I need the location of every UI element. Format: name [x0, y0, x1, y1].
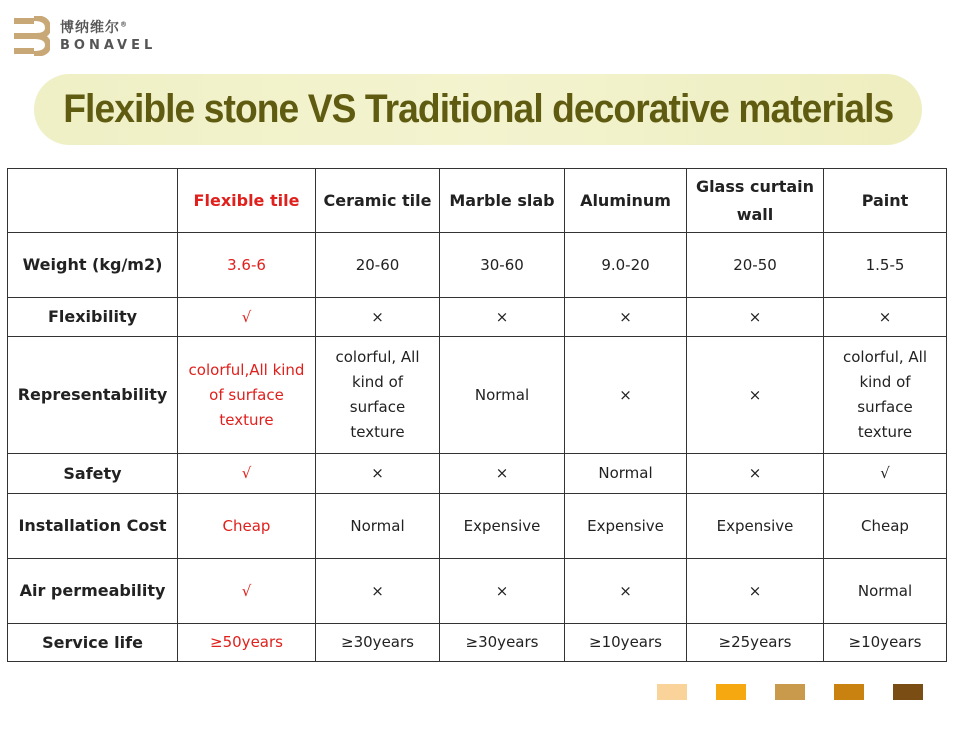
- cell-marble-slab: ≥30years: [440, 624, 565, 662]
- header-marble-slab: Marble slab: [440, 169, 565, 233]
- cell-aluminum: 9.0-20: [565, 233, 687, 298]
- row-label: Representability: [8, 337, 178, 454]
- cell-aluminum: ×: [565, 298, 687, 337]
- page-title: Flexible stone VS Traditional decorative materials: [62, 87, 894, 131]
- cell-paint: ≥10years: [824, 624, 947, 662]
- cell-ceramic-tile: colorful, All kind of surface texture: [316, 337, 440, 454]
- header-glass-curtain-wall: Glass curtain wall: [687, 169, 824, 233]
- row-label: Weight (kg/m2): [8, 233, 178, 298]
- table-row-service-life: [8, 624, 947, 662]
- cell-marble-slab: Normal: [440, 337, 565, 454]
- cell-aluminum: ≥10years: [565, 624, 687, 662]
- cell-marble-slab: ×: [440, 298, 565, 337]
- color-swatch: [834, 684, 864, 700]
- cell-paint: 1.5-5: [824, 233, 947, 298]
- registered-mark: ®: [120, 19, 128, 28]
- row-label: Service life: [8, 624, 178, 662]
- color-swatch: [657, 684, 687, 700]
- header-paint: Paint: [824, 169, 947, 233]
- cell-ceramic-tile: ×: [316, 454, 440, 494]
- cell-flexible-tile: √: [178, 454, 316, 494]
- cell-marble-slab: Expensive: [440, 494, 565, 559]
- cell-glass-curtain-wall: Expensive: [687, 494, 824, 559]
- cell-marble-slab: ×: [440, 454, 565, 494]
- header-cell-empty: [8, 169, 178, 233]
- comparison-table: [7, 168, 947, 662]
- table-row-safety: [8, 454, 947, 494]
- cell-glass-curtain-wall: ×: [687, 337, 824, 454]
- bonavel-logo-icon: [14, 16, 50, 56]
- cell-paint: colorful, All kind of surface texture: [824, 337, 947, 454]
- cell-paint: ×: [824, 298, 947, 337]
- cell-flexible-tile: 3.6-6: [178, 233, 316, 298]
- table-row-representability: [8, 337, 947, 454]
- cell-paint: Cheap: [824, 494, 947, 559]
- color-swatch: [716, 684, 746, 700]
- cell-flexible-tile: ≥50years: [178, 624, 316, 662]
- table-row-installation-cost: [8, 494, 947, 559]
- cell-ceramic-tile: ≥30years: [316, 624, 440, 662]
- cell-ceramic-tile: ×: [316, 298, 440, 337]
- header-ceramic-tile: Ceramic tile: [316, 169, 440, 233]
- logo-english-name: BONAVEL: [60, 37, 157, 53]
- color-swatch: [893, 684, 923, 700]
- cell-aluminum: Expensive: [565, 494, 687, 559]
- title-banner: [34, 74, 922, 145]
- cell-glass-curtain-wall: ≥25years: [687, 624, 824, 662]
- cell-flexible-tile: √: [178, 298, 316, 337]
- row-label: Installation Cost: [8, 494, 178, 559]
- table-header-row: [8, 169, 947, 233]
- cell-glass-curtain-wall: ×: [687, 298, 824, 337]
- logo-chinese-name: 博纳维尔: [60, 19, 120, 36]
- cell-paint: Normal: [824, 559, 947, 624]
- cell-glass-curtain-wall: 20-50: [687, 233, 824, 298]
- cell-glass-curtain-wall: ×: [687, 559, 824, 624]
- cell-ceramic-tile: 20-60: [316, 233, 440, 298]
- row-label: Flexibility: [8, 298, 178, 337]
- cell-ceramic-tile: Normal: [316, 494, 440, 559]
- cell-paint: √: [824, 454, 947, 494]
- brand-logo: [14, 16, 156, 56]
- header-aluminum: Aluminum: [565, 169, 687, 233]
- row-label: Safety: [8, 454, 178, 494]
- table-row-weight: [8, 233, 947, 298]
- table-row-flexibility: [8, 298, 947, 337]
- cell-marble-slab: 30-60: [440, 233, 565, 298]
- cell-flexible-tile: colorful,All kind of surface texture: [178, 337, 316, 454]
- cell-aluminum: Normal: [565, 454, 687, 494]
- cell-glass-curtain-wall: ×: [687, 454, 824, 494]
- cell-aluminum: ×: [565, 337, 687, 454]
- cell-marble-slab: ×: [440, 559, 565, 624]
- color-swatch: [775, 684, 805, 700]
- cell-aluminum: ×: [565, 559, 687, 624]
- cell-flexible-tile: Cheap: [178, 494, 316, 559]
- row-label: Air permeability: [8, 559, 178, 624]
- cell-ceramic-tile: ×: [316, 559, 440, 624]
- table-row-air-permeability: [8, 559, 947, 624]
- cell-flexible-tile: √: [178, 559, 316, 624]
- header-flexible-tile: Flexible tile: [178, 169, 316, 233]
